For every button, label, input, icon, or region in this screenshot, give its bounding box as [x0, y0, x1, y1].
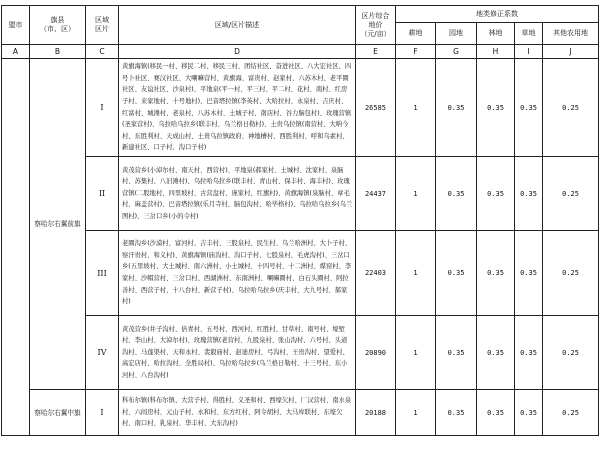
zone-cell: IV	[86, 316, 119, 390]
column-letter: E	[356, 45, 396, 59]
grassland-cell: 0.35	[515, 316, 543, 390]
column-letter: G	[436, 45, 477, 59]
header-zone-description	[119, 6, 356, 45]
grassland-cell: 0.35	[515, 157, 543, 231]
header-other-agri	[543, 23, 599, 45]
other-agri-cell: 0.25	[543, 59, 599, 157]
header-banner-county-label: 旗县 （市、区）	[40, 16, 75, 33]
header-zone-label: 区域 区片	[95, 16, 109, 33]
column-letter: C	[86, 45, 119, 59]
garden-cell: 0.35	[436, 231, 477, 316]
price-cell: 24437	[356, 157, 396, 231]
header-grassland	[515, 23, 543, 45]
header-banner-county	[30, 6, 86, 45]
zone-description-cell: 科布尔镇(科布尔镇、大营子村、得胜村、义圣和村、西壕欠村、厂汉营村、南水泉村、六间房村、元山子村、永和村、东方红村、阿令胡村、大马库联村、东壕欠村、南口村、乳泉村、华丰村、大东沟村)	[119, 390, 356, 436]
header-league-city	[2, 6, 30, 45]
header-grassland-label: 草地	[521, 29, 536, 37]
forest-cell: 0.35	[477, 231, 515, 316]
column-letter: I	[515, 45, 543, 59]
column-letter: F	[396, 45, 436, 59]
price-cell: 20188	[356, 390, 396, 436]
garden-cell: 0.35	[436, 316, 477, 390]
header-zone	[86, 6, 119, 45]
table-row	[2, 231, 599, 316]
land-price-table	[1, 5, 599, 436]
table-row	[2, 59, 599, 157]
cultivated-cell: 1	[396, 390, 436, 436]
zone-description-cell: 黄旗海镇(移民一村、移民二村、移民三村、团结社区、奋进社区、八大宏社区、四号卜社区、赛汉社区、大喇嘛营村、黄旗海、富贵村、赵家村、六苏木村、老平圈社区、友谊社区、沙泉村)、平地泉(平一村、平三村、平二村、花村、南村、红房子村、来家地村、十号地村)、巴音塔拉镇(李英村、大哈拉村、永泉村、吉庆村、红富村、城滩村、老泉村、八苏木村、土城子村、南店村、谷力脑包村)、玫瑰营镇(圣家营村)、乌拉哈乌拉乡(联丰村、乌兰格日勒村)、土贵乌拉镇(南营村、大呐今村、东胜利村、天成山村、土贵乌拉镇政府、神地槽村、西胜利村、呼和乌素村、新建社区、口子村、沟口子村)	[119, 59, 356, 157]
grassland-cell: 0.35	[515, 390, 543, 436]
forest-cell: 0.35	[477, 59, 515, 157]
header-price-label: 区片综合 地价 （元/亩）	[360, 11, 391, 38]
zone-description-cell: 老圈沟乡(沙漠村、富河村、吉丰村、三股泉村、民生村、乌兰哈洲村、大卜子村、察汗贵村、和义村)、黄旗海镇(庙沟村、沟口子村、七股泉村、毛虎沟村)、三岔口乡(五里坡村、大土城村、南六洲村、小土城村、十四号村、十二洲村、煤窑村、李家村、沙帽营村、三岔口村、西湖洲村、东南洲村、喇嘛圈村、白石头圈村、阿拉善村、西营子村、十八台村、新营子村)、乌拉哈乌拉乡(庆丰村、大九号村、郝家村)	[119, 231, 356, 316]
header-coefficient-group-label: 地类修正系数	[476, 9, 519, 18]
forest-cell: 0.35	[477, 390, 515, 436]
county-cell: 察哈尔右翼前旗	[30, 59, 86, 390]
other-agri-cell: 0.25	[543, 390, 599, 436]
county-cell: 察哈尔右翼中旗	[30, 390, 86, 436]
column-letter: H	[477, 45, 515, 59]
cultivated-cell: 1	[396, 157, 436, 231]
column-letter: D	[119, 45, 356, 59]
header-cultivated	[396, 23, 436, 45]
zone-description-cell: 黄茂营乡(井子沟村、倍青村、五号村、西河村、红胜村、甘草村、南号村、壕堑村、李山村、大淖尔村)、玫瑰营镇(老营村、九股泉村、张山沟村、六号村、头道沟村、马莲渠村、天和永村、裴毅庙村、赵迪房村、弓沟村、王贵沟村、望爱村、高宏店村、哈拉沟村、全胜局村)、乌拉哈乌拉乡(乌兰格日勒村、十三号村、东小河村、八台沟村)	[119, 316, 356, 390]
column-letter: B	[30, 45, 86, 59]
zone-description-cell: 黄茂营乡(小淖尔村、南天村、西营村)、平地泉(郝家村、土城村、沈家村、泉脑村、苏集村、八旧滩村)、乌拉哈乌拉乡(联丰村、青山村、保丰村、海丰村)、玫瑰营镇(二股地村、四里坡村、古营盘村、庞家村、红旗村)、黄旗海镇(泉脑村、章毛村、麻盖营村)、巴音塔拉镇(乐月寺村、脑包沟村、哈毕格村)、乌拉哈乌拉乡(乌兰图村)、三岔口乡(小的令村)	[119, 157, 356, 231]
column-letter: J	[543, 45, 599, 59]
table-row	[2, 157, 599, 231]
header-forest-label: 林地	[488, 29, 503, 37]
other-agri-cell: 0.25	[543, 157, 599, 231]
zone-cell: III	[86, 231, 119, 316]
grassland-cell: 0.35	[515, 231, 543, 316]
price-cell: 22403	[356, 231, 396, 316]
header-zone-description-label: 区域/区片描述	[214, 20, 260, 29]
header-garden	[436, 23, 477, 45]
forest-cell: 0.35	[477, 157, 515, 231]
header-cultivated-label: 耕地	[408, 29, 423, 37]
grassland-cell: 0.35	[515, 59, 543, 157]
price-cell: 26585	[356, 59, 396, 157]
header-row-1	[2, 6, 599, 23]
header-garden-label: 园地	[449, 29, 463, 37]
cultivated-cell: 1	[396, 59, 436, 157]
zone-cell: II	[86, 157, 119, 231]
zone-cell: I	[86, 390, 119, 436]
cultivated-cell: 1	[396, 316, 436, 390]
header-price	[356, 6, 396, 45]
header-coefficient-group	[396, 6, 599, 23]
cultivated-cell: 1	[396, 231, 436, 316]
header-other-agri-label: 其他农用地	[553, 29, 589, 37]
price-cell: 20890	[356, 316, 396, 390]
forest-cell: 0.35	[477, 316, 515, 390]
zone-cell: I	[86, 59, 119, 157]
garden-cell: 0.35	[436, 59, 477, 157]
column-letter-row	[2, 45, 599, 59]
league-city-cell	[2, 59, 30, 436]
other-agri-cell: 0.25	[543, 316, 599, 390]
garden-cell: 0.35	[436, 390, 477, 436]
other-agri-cell: 0.25	[543, 231, 599, 316]
header-forest	[477, 23, 515, 45]
header-league-city-label: 盟市	[8, 20, 23, 29]
garden-cell: 0.35	[436, 157, 477, 231]
table-row	[2, 390, 599, 436]
column-letter: A	[2, 45, 30, 59]
table-row	[2, 316, 599, 390]
